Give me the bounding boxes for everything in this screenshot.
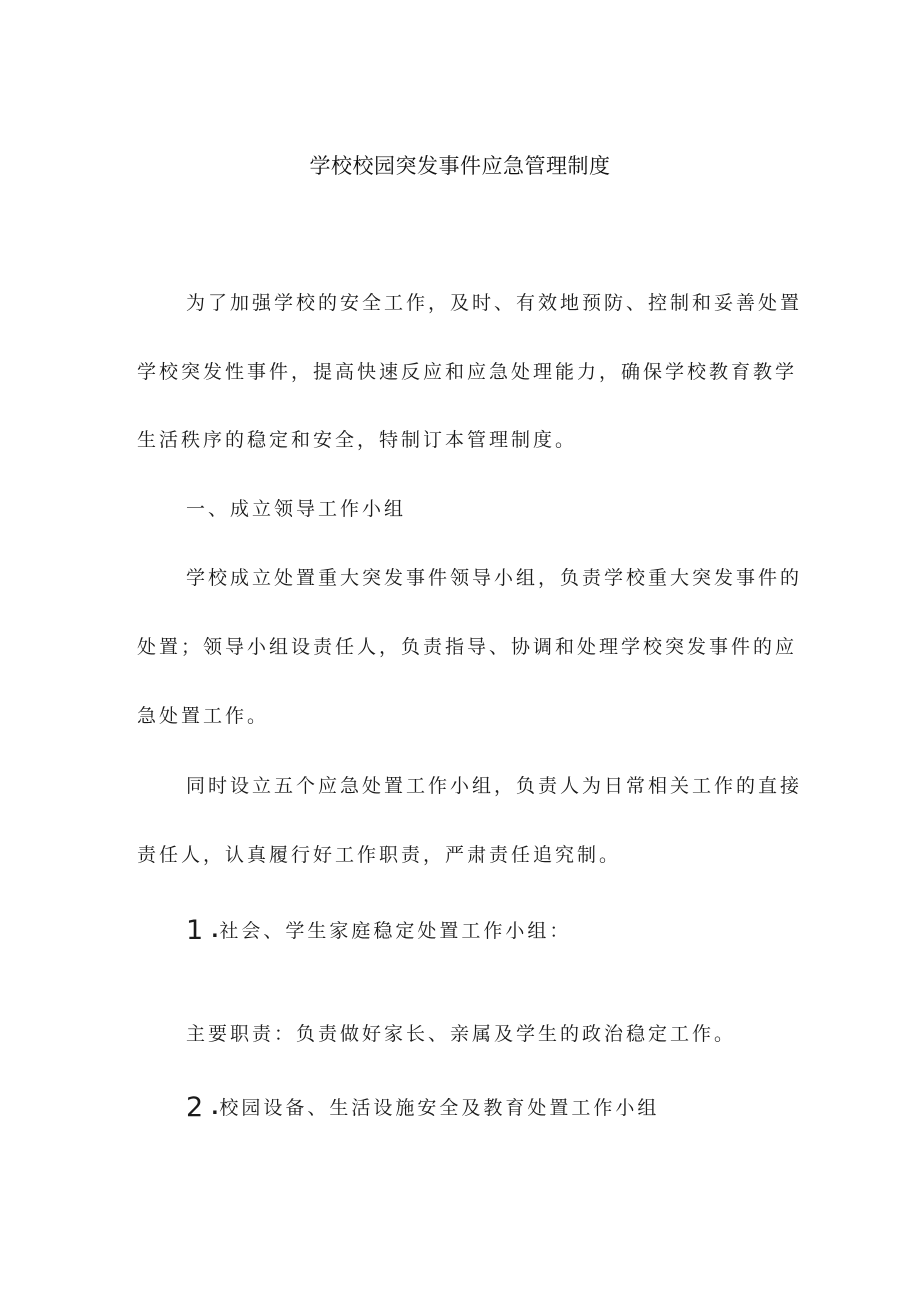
document-title: 学校校园突发事件应急管理制度 <box>309 154 611 178</box>
list-item-1 <box>186 915 571 946</box>
intro-line-3: 生活秩序的稳定和安全，特制订本管理制度。 <box>137 429 578 451</box>
intro-line-1: 为了加强学校的安全工作，及时、有效地预防、控制和妥善处置 <box>186 292 803 314</box>
leadership-para-line-2: 处置；领导小组设责任人，负责指导、协调和处理学校突发事件的应 <box>137 636 798 658</box>
list-item-2 <box>186 1092 659 1123</box>
list-number: 1 <box>186 915 204 946</box>
list-item-text: 社会、学生家庭稳定处置工作小组： <box>219 920 572 942</box>
section-heading: 一、成立领导工作小组 <box>186 498 407 520</box>
duty-line: 主要职责：负责做好家长、亲属及学生的政治稳定工作。 <box>186 1023 737 1045</box>
leadership-para-line-1: 学校成立处置重大突发事件领导小组，负责学校重大突发事件的 <box>186 567 803 589</box>
intro-line-2: 学校突发性事件，提高快速反应和应急处理能力，确保学校教育教学 <box>137 361 798 383</box>
leadership-para-line-3: 急处置工作。 <box>137 705 270 727</box>
list-dot: . <box>211 1097 219 1119</box>
groups-para-line-2: 责任人，认真履行好工作职责，严肃责任追究制。 <box>137 844 622 866</box>
list-dot: . <box>211 920 219 942</box>
groups-para-line-1: 同时设立五个应急处置工作小组，负责人为日常相关工作的直接 <box>186 775 803 797</box>
list-item-text: 校园设备、生活设施安全及教育处置工作小组 <box>219 1097 660 1119</box>
list-number: 2 <box>186 1092 204 1123</box>
